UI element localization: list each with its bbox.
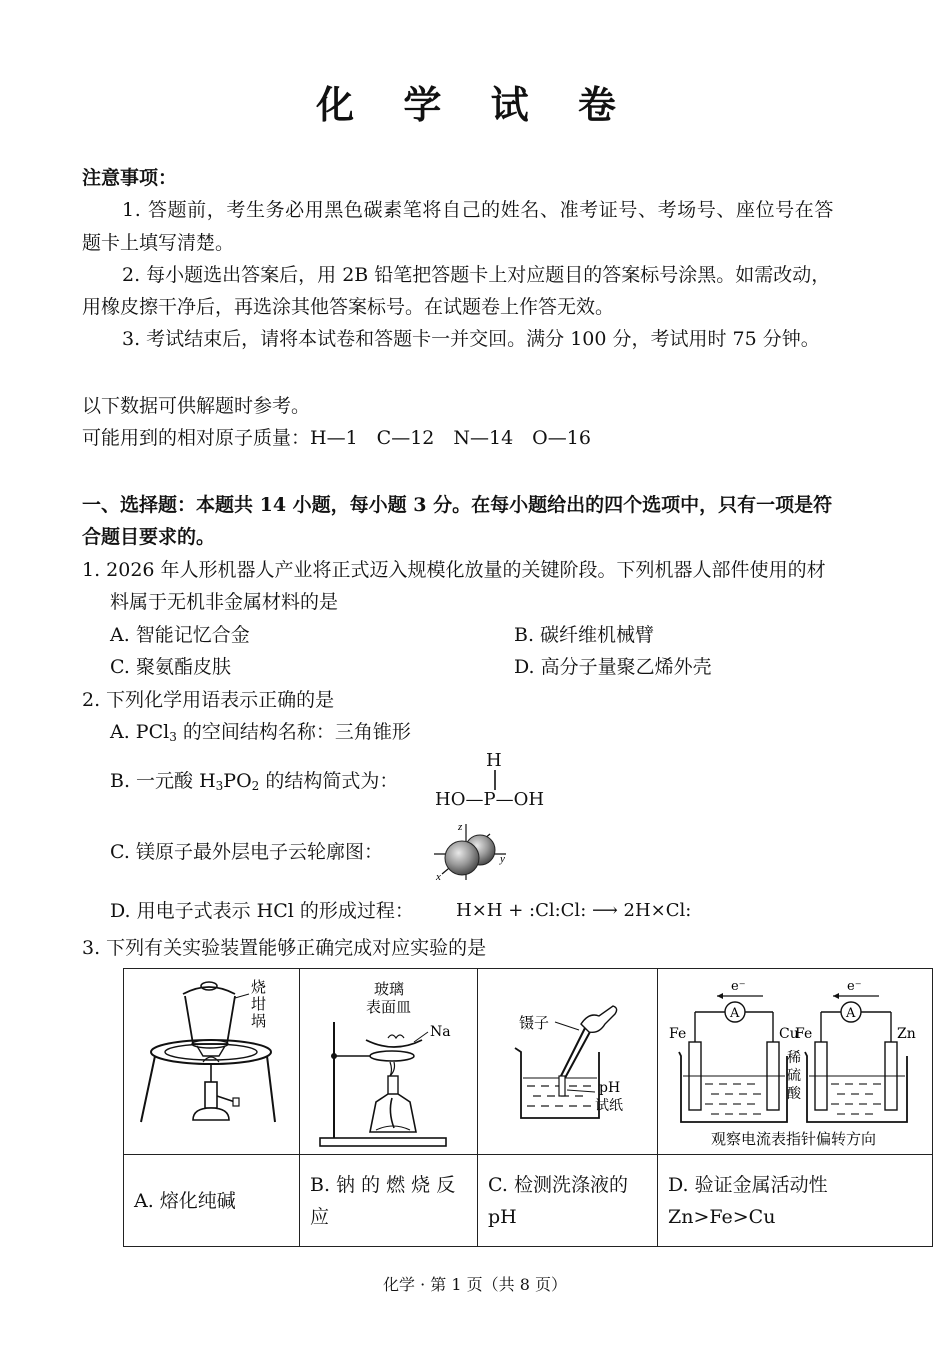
notice-item2-line2: 用橡皮擦干净后，再选涂其他答案标号。在试题卷上作答无效。	[82, 296, 615, 318]
acid-label-2: 硫	[787, 1067, 801, 1084]
electron-label-left: e⁻	[731, 978, 746, 994]
watch-glass-label-2: 表面皿	[365, 997, 411, 1016]
orbital-x-label: x	[436, 871, 441, 883]
electrode-cu: Cu	[779, 1025, 799, 1042]
notice-heading: 注意事项：	[82, 167, 178, 189]
acid-label-3: 酸	[787, 1085, 801, 1102]
page-footer: 化学 · 第 1 页（共 8 页）	[383, 1275, 567, 1294]
q1-option-c: C. 聚氨酯皮肤	[110, 656, 231, 678]
experiment-table	[123, 968, 933, 1247]
orbital-z-label: z	[458, 821, 463, 833]
figure-b-cell	[300, 969, 478, 1155]
sodium-combustion-figure	[304, 972, 474, 1152]
sodium-label: Na	[429, 1023, 451, 1040]
galvanic-caption: 观察电流表指针偏转方向	[711, 1129, 877, 1148]
figure-d-cell	[658, 969, 933, 1155]
ph-paper-label-2: 试纸	[594, 1097, 623, 1114]
ph-test-figure	[483, 972, 653, 1152]
q3-option-c: C. 检测洗涤液的 pH	[478, 1155, 658, 1247]
tweezers-label: 镊子	[518, 1013, 549, 1032]
acid-label-1: 稀	[787, 1049, 801, 1066]
orbital-y-label: y	[500, 853, 505, 865]
electrode-fe-right: Fe	[795, 1025, 813, 1042]
q1-stem-line2: 料属于无机非金属材料的是	[110, 591, 339, 613]
structure-formula: HO—P—OH	[435, 789, 545, 810]
galvanic-cells-figure	[665, 972, 925, 1152]
cell-left	[669, 979, 799, 1122]
electrode-zn: Zn	[897, 1025, 916, 1042]
structure-bond	[489, 770, 501, 790]
q2-option-d: D. 用电子式表示 HCl 的形成过程：	[110, 900, 414, 922]
q2-option-a: A. PCl$_3$ 的空间结构名称：三角锥形	[110, 721, 411, 744]
q1-option-b: B. 碳纤维机械臂	[514, 624, 655, 646]
q1-option-d: D. 高分子量聚乙烯外壳	[514, 656, 712, 678]
ammeter-right-label: A	[846, 1005, 856, 1021]
notice-item3: 3. 考试结束后，请将本试卷和答题卡一并交回。满分 100 分，考试用时 75 分钟。	[122, 328, 820, 350]
structure-h-atom: H	[486, 750, 502, 771]
cell-right	[795, 979, 916, 1122]
orbital-diagram	[428, 818, 518, 884]
notice-item1-line1: 1. 答题前，考生务必用黑色碳素笔将自己的姓名、准考证号、考场号、座位号在答	[122, 199, 834, 221]
watch-glass-label-1: 玻璃	[373, 979, 404, 998]
q1-stem-line1: 1. 2026 年人形机器人产业将正式迈入规模化放量的关键阶段。下列机器人部件使用的材	[82, 559, 826, 581]
crucible-label-2: 坩	[250, 994, 266, 1013]
ph-paper-label-1: pH	[598, 1079, 620, 1096]
q1-option-a: A. 智能记忆合金	[110, 624, 250, 646]
q2-option-b: B. 一元酸 $H_3PO_2$ 的结构简式为：	[110, 770, 399, 793]
electrode-fe-left: Fe	[669, 1025, 687, 1042]
q3-stem: 3. 下列有关实验装置能够正确完成对应实验的是	[82, 937, 487, 959]
crucible-on-tripod-figure	[127, 972, 297, 1152]
q3-option-b: B. 钠 的 燃 烧 反应	[300, 1155, 478, 1247]
q2-option-c: C. 镁原子最外层电子云轮廓图：	[110, 841, 383, 863]
q2-stem: 2. 下列化学用语表示正确的是	[82, 689, 335, 711]
section1-line1: 一、选择题：本题共 14 小题，每小题 3 分。在每小题给出的四个选项中，只有一项是符	[82, 494, 833, 516]
q3-option-d: D. 验证金属活动性 Zn>Fe>Cu	[658, 1155, 933, 1247]
crucible-label-3: 埚	[250, 1011, 266, 1030]
notice-item2-line1: 2. 每小题选出答案后，用 2B 铅笔把答题卡上对应题目的答案标号涂黑。如需改动，	[122, 264, 831, 286]
figure-c-cell	[478, 969, 658, 1155]
reference-line1: 以下数据可供解题时参考。	[82, 395, 311, 417]
page-title: 化 学 试 卷	[316, 82, 634, 127]
crucible-label-1: 烧	[250, 977, 266, 996]
figure-a-cell	[124, 969, 300, 1155]
notice-item1-line2: 题卡上填写清楚。	[82, 232, 235, 254]
q2-option-d-formula: H×H + :Cl:Cl: ⟶ 2H×Cl:	[456, 900, 692, 921]
reference-line2: 可能用到的相对原子质量：H—1 C—12 N—14 O—16	[82, 427, 591, 449]
section1-line2: 合题目要求的。	[82, 526, 216, 548]
q3-option-a: A. 熔化纯碱	[124, 1155, 300, 1247]
electron-label-right: e⁻	[847, 978, 862, 994]
ammeter-left-label: A	[730, 1005, 740, 1021]
